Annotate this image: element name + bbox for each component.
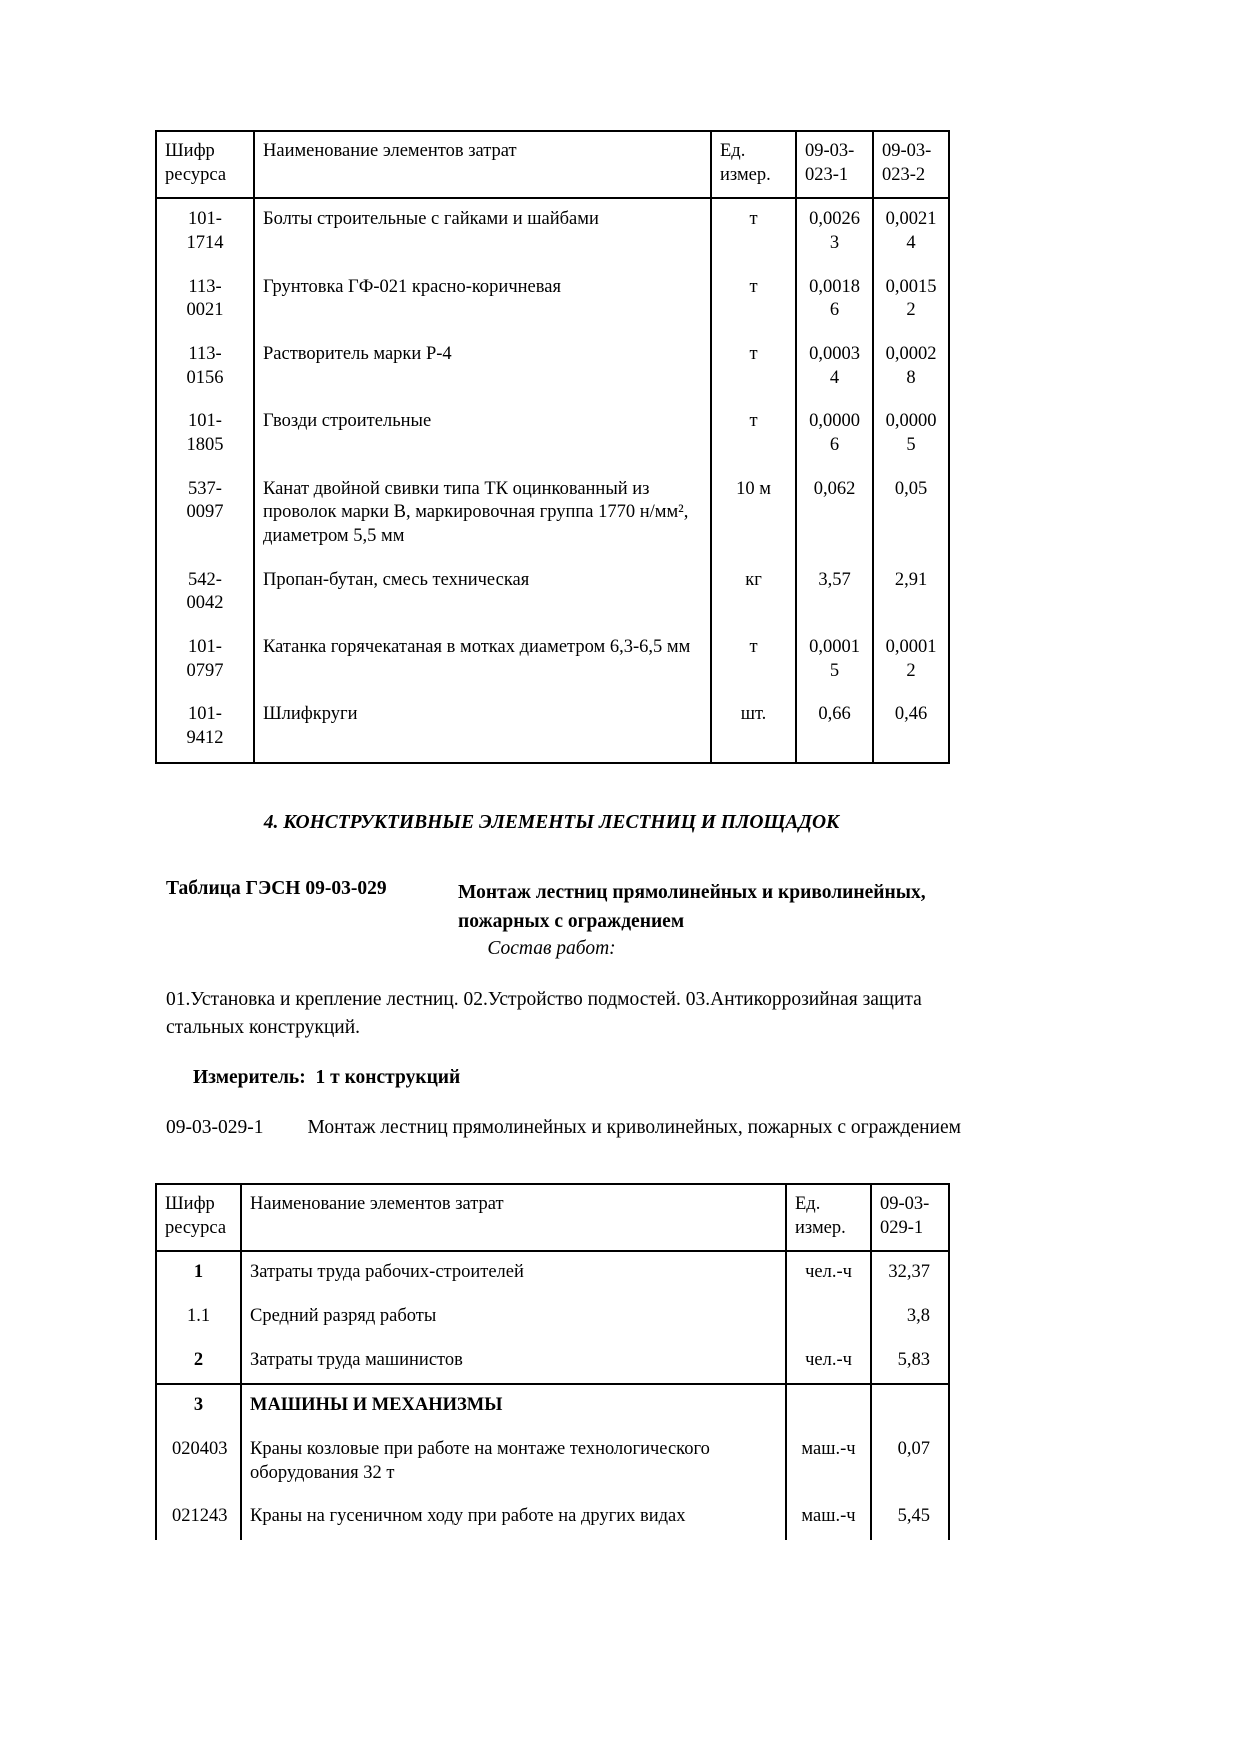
value-cell-1: 0,00006 bbox=[796, 401, 873, 468]
unit-cell: т bbox=[711, 627, 796, 694]
resource-code-cell: 101-9412 bbox=[156, 694, 254, 762]
measure-label: Измеритель: bbox=[193, 1066, 306, 1088]
resource-code-cell: 542-0042 bbox=[156, 560, 254, 627]
value-cell-2: 0,00012 bbox=[873, 627, 949, 694]
value-cell-1: 0,66 bbox=[796, 694, 873, 762]
measure-line bbox=[193, 1067, 1240, 1089]
value-cell-1: 0,00034 bbox=[796, 334, 873, 401]
norm-line bbox=[166, 1117, 1240, 1139]
cost-element-name-cell: Затраты труда машинистов bbox=[241, 1340, 786, 1385]
value-cell-1: 3,57 bbox=[796, 560, 873, 627]
unit-cell: т bbox=[711, 267, 796, 334]
material-row bbox=[156, 334, 949, 401]
header-unit: Ед. измер. bbox=[786, 1184, 871, 1251]
cost-element-name-cell: Пропан-бутан, смесь техническая bbox=[254, 560, 711, 627]
cost-element-name-cell: Краны на гусеничном ходу при работе на других видах bbox=[241, 1496, 786, 1540]
norm-code: 09-03-029-1 bbox=[166, 1116, 264, 1138]
norm-table-header bbox=[156, 1184, 949, 1251]
materials-table-header bbox=[156, 131, 949, 198]
resource-code-cell: 2 bbox=[156, 1340, 241, 1385]
composition-text: 01.Установка и крепление лестниц. 02.Устройство подмостей. 03.Антикоррозийная защита стальных конструкций. bbox=[166, 989, 922, 1038]
value-cell-1: 32,37 bbox=[871, 1251, 949, 1296]
resource-code-cell: 1.1 bbox=[156, 1296, 241, 1340]
value-cell-2: 0,00005 bbox=[873, 401, 949, 468]
value-cell-1: 3,8 bbox=[871, 1296, 949, 1340]
resource-code-cell: 113-0021 bbox=[156, 267, 254, 334]
unit-cell: т bbox=[711, 401, 796, 468]
header-unit: Ед. измер. bbox=[711, 131, 796, 198]
cost-element-name-cell: Шлифкруги bbox=[254, 694, 711, 762]
norm-table-wrap bbox=[155, 1183, 1240, 1540]
value-cell-1: 0,00186 bbox=[796, 267, 873, 334]
norm-table-body bbox=[156, 1251, 949, 1540]
resource-code-cell: 101-1714 bbox=[156, 198, 254, 266]
header-norm-code-1: 09-03-023-1 bbox=[796, 131, 873, 198]
material-row bbox=[156, 469, 949, 560]
resource-code-cell: 020403 bbox=[156, 1429, 241, 1496]
resource-code-cell: 021243 bbox=[156, 1496, 241, 1540]
resource-code-cell: 537-0097 bbox=[156, 469, 254, 560]
material-row bbox=[156, 401, 949, 468]
cost-element-name-cell: МАШИНЫ И МЕХАНИЗМЫ bbox=[241, 1384, 786, 1429]
cost-element-name-cell: Средний разряд работы bbox=[241, 1296, 786, 1340]
material-row bbox=[156, 267, 949, 334]
cost-element-name-cell: Катанка горячекатаная в мотках диаметром 6,3-6,5 мм bbox=[254, 627, 711, 694]
material-row bbox=[156, 694, 949, 762]
value-cell-2: 0,00028 bbox=[873, 334, 949, 401]
material-row bbox=[156, 560, 949, 627]
unit-cell: т bbox=[711, 334, 796, 401]
norm-table bbox=[155, 1183, 950, 1540]
unit-cell: 10 м bbox=[711, 469, 796, 560]
unit-cell bbox=[786, 1384, 871, 1429]
value-cell-1: 0,00263 bbox=[796, 198, 873, 266]
measure-value: 1 т конструкций bbox=[315, 1066, 461, 1088]
norm-resource-row bbox=[156, 1296, 949, 1340]
unit-cell: кг bbox=[711, 560, 796, 627]
header-row bbox=[156, 1184, 949, 1251]
material-row bbox=[156, 198, 949, 266]
value-cell-1 bbox=[871, 1384, 949, 1429]
norm-resource-row bbox=[156, 1340, 949, 1385]
cost-element-name-cell: Гвозди строительные bbox=[254, 401, 711, 468]
cost-element-name-cell: Канат двойной свивки типа ТК оцинкованный из проволок марки В, маркировочная группа 1770 н/мм², диаметром 5,5 мм bbox=[254, 469, 711, 560]
value-cell-1: 5,45 bbox=[871, 1496, 949, 1540]
material-row bbox=[156, 627, 949, 694]
cost-element-name-cell: Краны козловые при работе на монтаже технологического оборудования 32 т bbox=[241, 1429, 786, 1496]
norm-resource-row bbox=[156, 1384, 949, 1429]
cost-element-name-cell: Растворитель марки Р-4 bbox=[254, 334, 711, 401]
cost-element-name-cell: Грунтовка ГФ-021 красно-коричневая bbox=[254, 267, 711, 334]
unit-cell: т bbox=[711, 198, 796, 266]
unit-cell: маш.-ч bbox=[786, 1429, 871, 1496]
header-norm-code-1: 09-03-029-1 bbox=[871, 1184, 949, 1251]
value-cell-1: 0,062 bbox=[796, 469, 873, 560]
unit-cell: шт. bbox=[711, 694, 796, 762]
cost-element-name-cell: Болты строительные с гайками и шайбами bbox=[254, 198, 711, 266]
unit-cell: чел.-ч bbox=[786, 1340, 871, 1385]
value-cell-2: 0,46 bbox=[873, 694, 949, 762]
table-title-line2: пожарных с ограждением bbox=[458, 911, 685, 933]
resource-code-cell: 1 bbox=[156, 1251, 241, 1296]
cost-element-name-cell: Затраты труда рабочих-строителей bbox=[241, 1251, 786, 1296]
materials-table-body bbox=[156, 198, 949, 762]
table-caption bbox=[166, 878, 1240, 937]
value-cell-1: 5,83 bbox=[871, 1340, 949, 1385]
section-heading: 4. КОНСТРУКТИВНЫЕ ЭЛЕМЕНТЫ ЛЕСТНИЦ И ПЛОЩАДОК bbox=[263, 811, 840, 833]
value-cell-2: 2,91 bbox=[873, 560, 949, 627]
value-cell-2: 0,00152 bbox=[873, 267, 949, 334]
header-cost-element-name: Наименование элементов затрат bbox=[241, 1184, 786, 1251]
resource-code-cell: 113-0156 bbox=[156, 334, 254, 401]
header-row bbox=[156, 131, 949, 198]
unit-cell: маш.-ч bbox=[786, 1496, 871, 1540]
materials-table bbox=[155, 130, 950, 764]
table-title-line1: Монтаж лестниц прямолинейных и криволинейных, bbox=[458, 881, 926, 903]
composition-label: Состав работ: bbox=[487, 938, 616, 960]
header-norm-code-2: 09-03-023-2 bbox=[873, 131, 949, 198]
norm-title: Монтаж лестниц прямолинейных и криволинейных, пожарных с ограждением bbox=[307, 1116, 961, 1138]
resource-code-cell: 101-1805 bbox=[156, 401, 254, 468]
table-label: Таблица ГЭСН 09-03-029 bbox=[166, 877, 387, 899]
norm-resource-row bbox=[156, 1496, 949, 1540]
unit-cell: чел.-ч bbox=[786, 1251, 871, 1296]
header-cost-element-name: Наименование элементов затрат bbox=[254, 131, 711, 198]
resource-code-cell: 101-0797 bbox=[156, 627, 254, 694]
header-resource-code: Шифр ресурса bbox=[156, 131, 254, 198]
value-cell-2: 0,00214 bbox=[873, 198, 949, 266]
value-cell-1: 0,00015 bbox=[796, 627, 873, 694]
value-cell-1: 0,07 bbox=[871, 1429, 949, 1496]
norm-resource-row bbox=[156, 1429, 949, 1496]
value-cell-2: 0,05 bbox=[873, 469, 949, 560]
unit-cell bbox=[786, 1296, 871, 1340]
header-resource-code: Шифр ресурса bbox=[156, 1184, 241, 1251]
norm-resource-row bbox=[156, 1251, 949, 1296]
resource-code-cell: 3 bbox=[156, 1384, 241, 1429]
table-title bbox=[458, 878, 926, 937]
